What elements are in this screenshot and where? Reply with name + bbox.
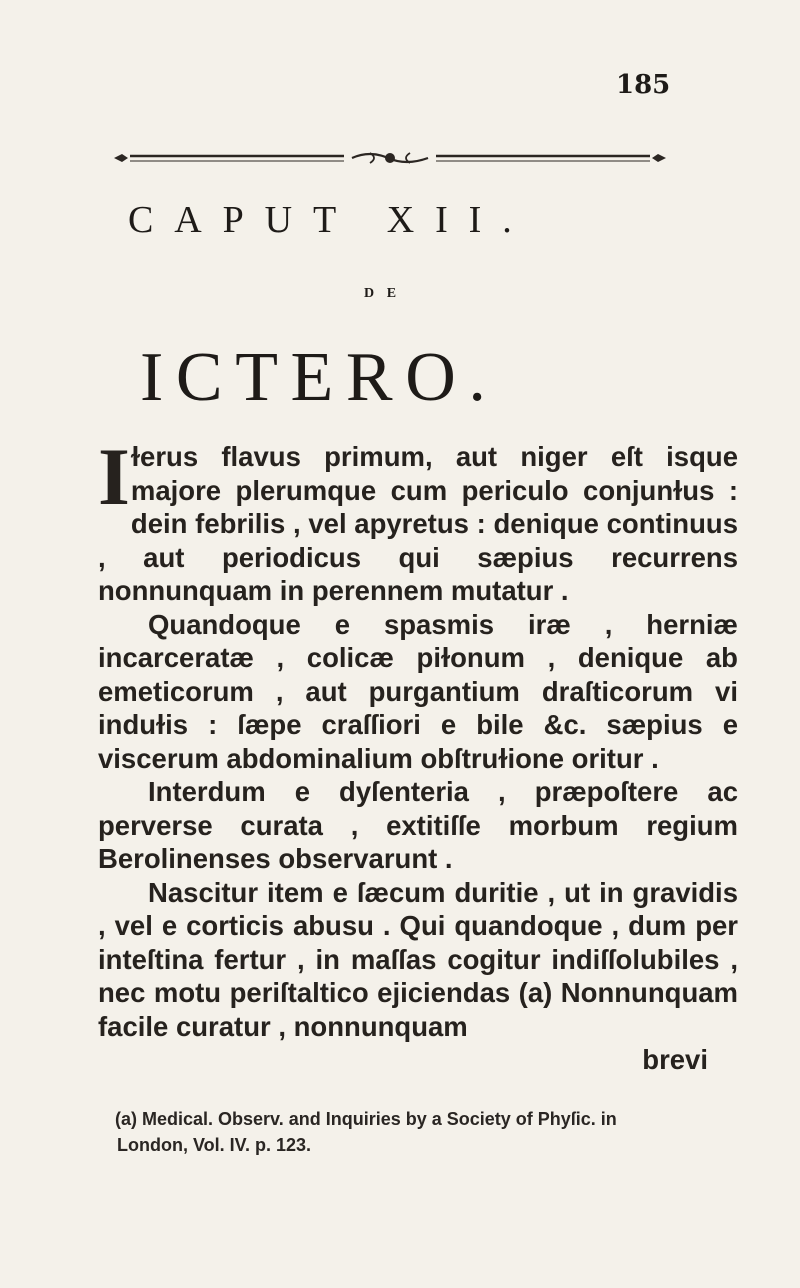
footnote: [115, 1106, 675, 1158]
catchword: brevi: [642, 1044, 708, 1075]
footnote-line-2: London, Vol. IV. p. 123.: [117, 1135, 312, 1155]
paragraph-2: Quandoque e spasmis iræ , herniæ incarceratæ , colicæ piɫonum , denique ab emeticorum , aut purgantium draſticorum vi induɫis : ſæpe craſſiori e bile &c. sæpius e viscerum abdominalium obſtruɫione oritur .: [98, 608, 738, 774]
chapter-title: ICTERO.: [140, 339, 499, 416]
chapter-preposition: DE: [364, 286, 409, 301]
ornament-rule: [112, 149, 668, 169]
drop-cap: I: [98, 431, 130, 522]
body-text: [98, 431, 738, 1077]
paragraph-1-text: ɫerus flavus primum, aut niger eſt isque majore plerumque cum periculo conjunɫus : dein febrilis , vel apyretus : denique continuus , aut periodicus qui sæpius recurrens nonnunquam in perennem mutatur .: [98, 441, 738, 606]
footnote-line-1: (a) Medical. Observ. and Inquiries by a Society of Phyſic. in: [115, 1109, 617, 1129]
page-number: 185: [616, 70, 671, 100]
paragraph-3: Interdum e dyſenteria , præpoſtere ac perverse curata , extitiſſe morbum regium Berolinenses observarunt .: [98, 776, 738, 874]
paragraph-4: Nascitur item e ſæcum duritie , ut in gravidis , vel e corticis abusu . Qui quandoque , dum per inteſtina fertur , in maſſas cogitur indiſſolubiles , nec motu periſtaltico ejiciendas (a) Nonnunquam facile curatur , nonnunquam: [98, 876, 738, 1042]
paragraph-1: [98, 431, 738, 608]
chapter-heading: CAPUT XII.: [128, 199, 533, 241]
